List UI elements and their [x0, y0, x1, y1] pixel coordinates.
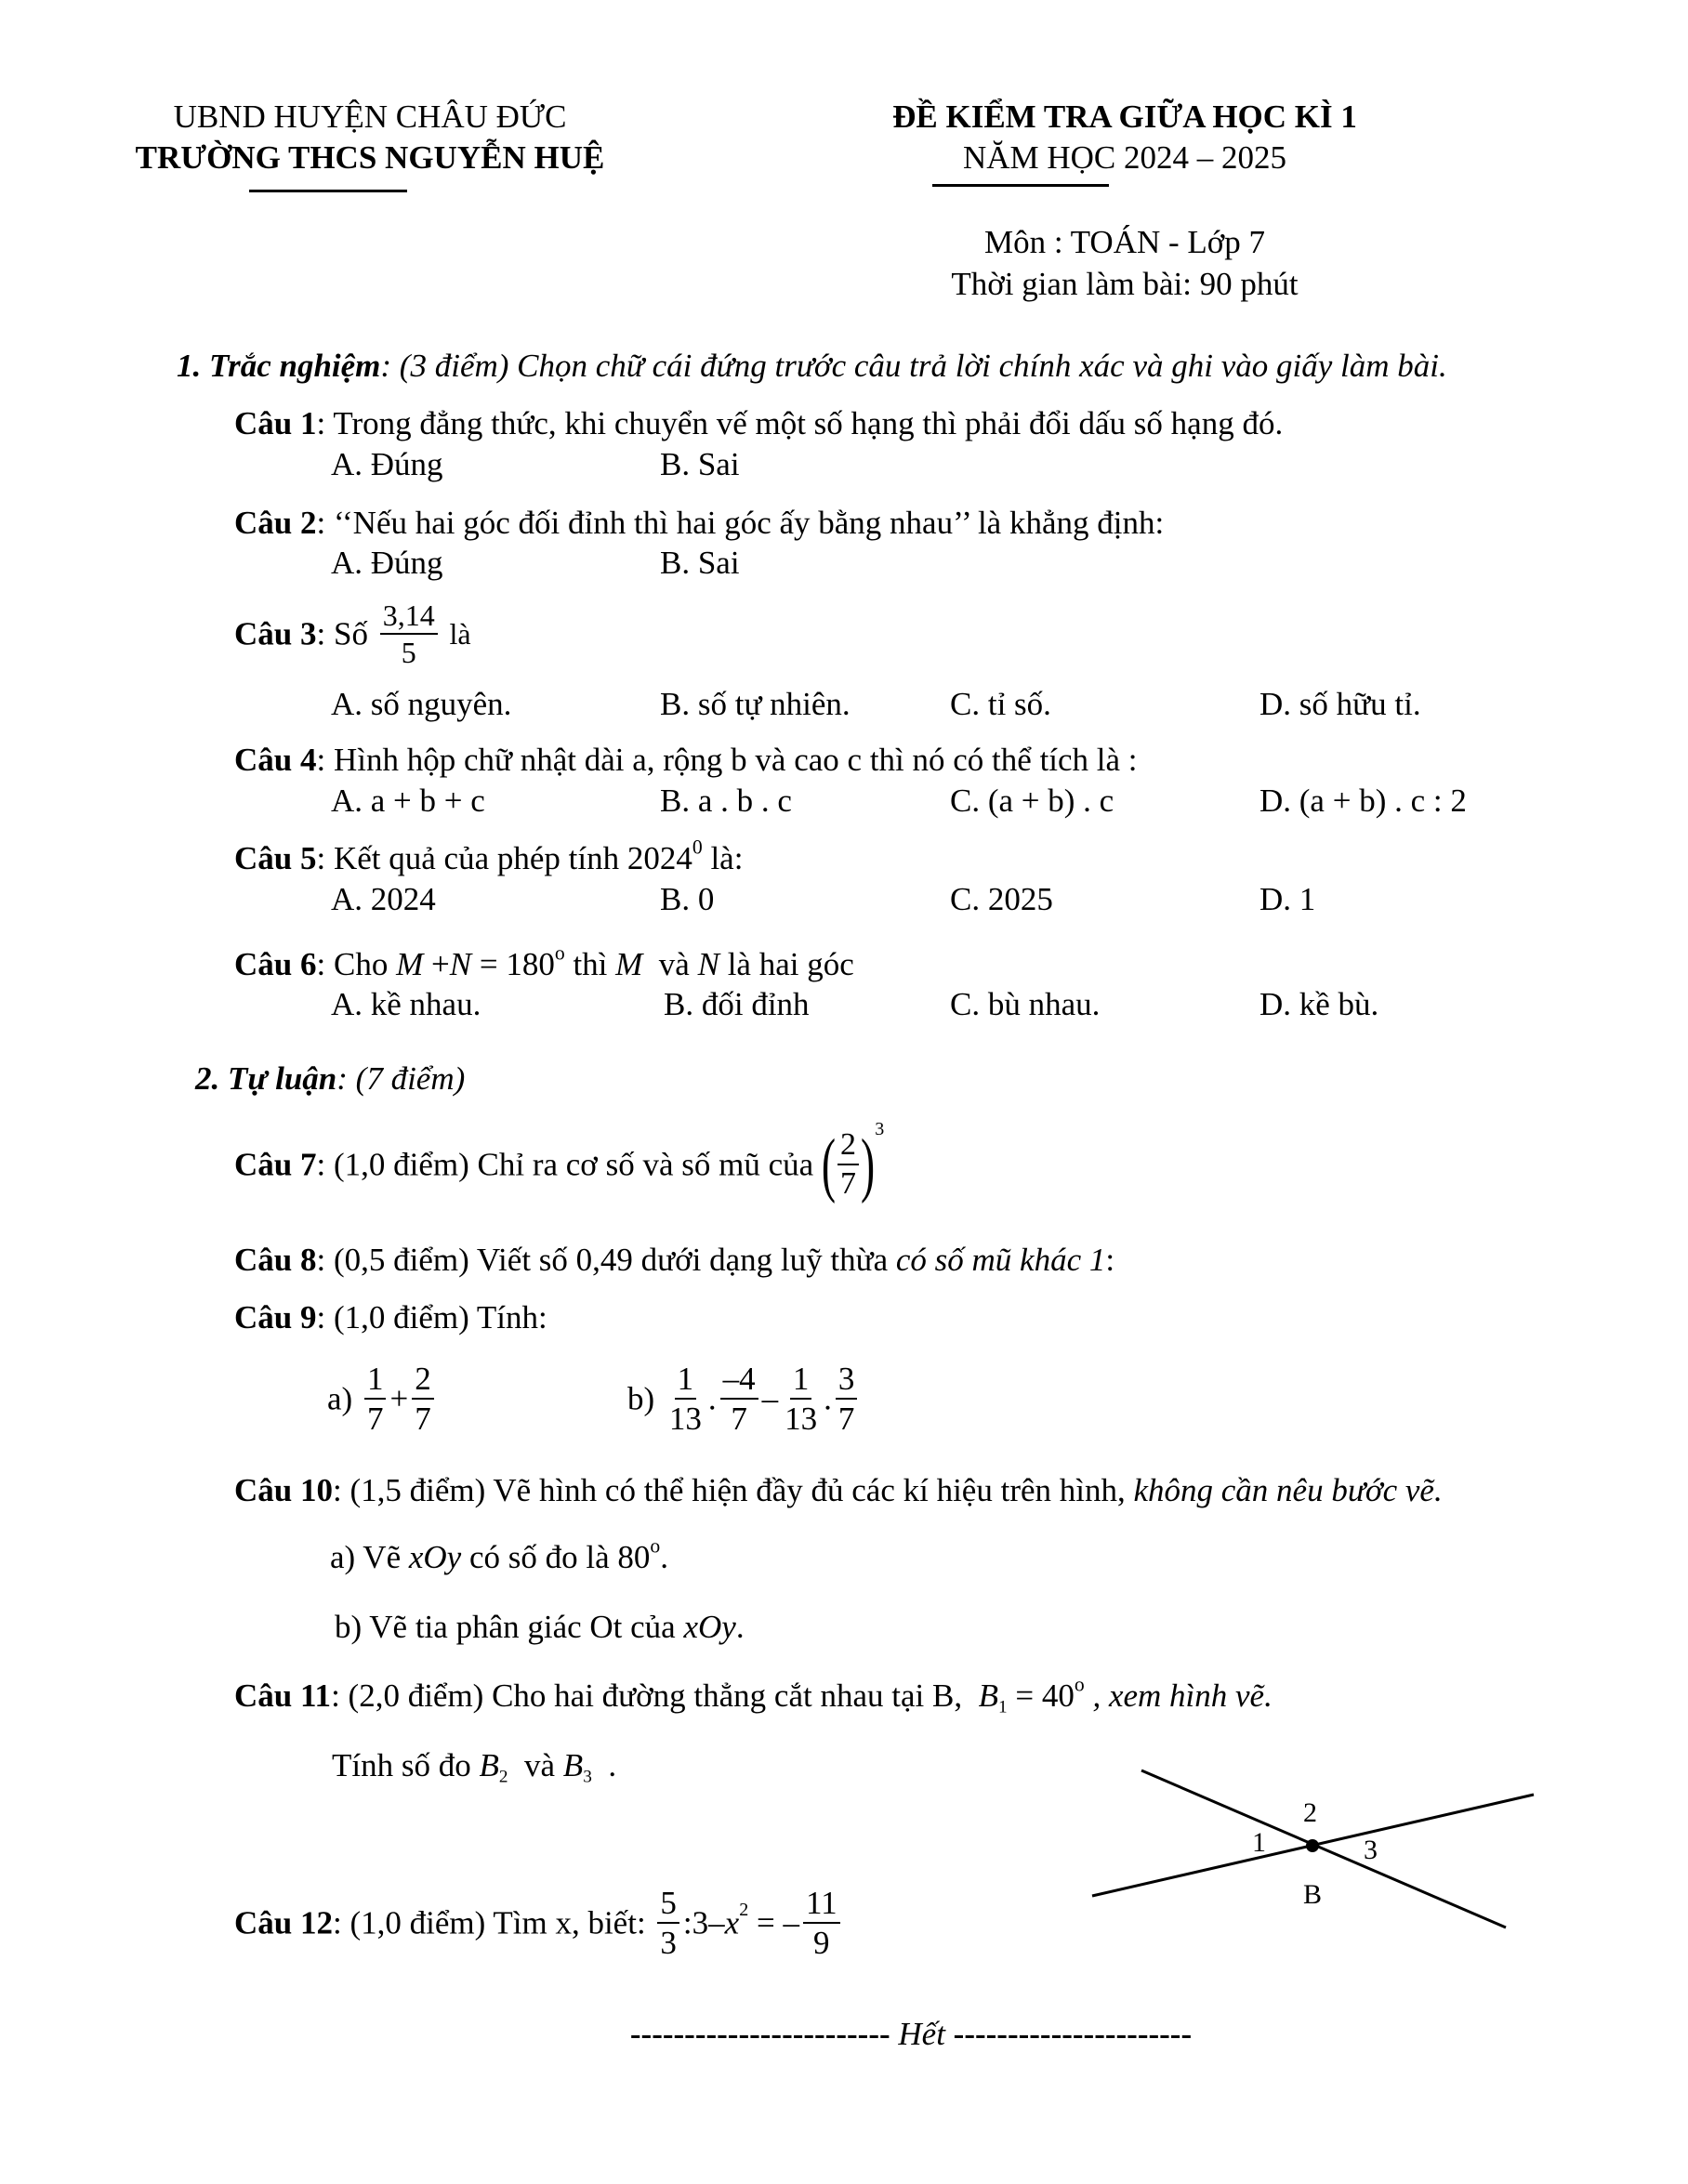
- fraction-denominator: 13: [785, 1401, 818, 1437]
- part-a-label: a): [327, 1380, 353, 1417]
- ask-text: Tính số đo: [332, 1747, 471, 1783]
- question-6-post: là hai góc: [727, 946, 854, 982]
- q5-option-c: C. 2025: [950, 881, 1053, 917]
- q4-option-a: A. a + b + c: [331, 783, 485, 819]
- question-12: [234, 1887, 844, 1959]
- dashes-left: ------------------------: [629, 2016, 890, 2052]
- subject: Môn : TOÁN - Lớp 7: [983, 224, 1266, 260]
- angle-xoy: xOy: [408, 1539, 462, 1575]
- q10-part-b: [335, 1611, 745, 1643]
- header-right-underline: [932, 184, 1109, 187]
- question-10-text: : (1,5 điểm) Vẽ hình có thể hiện đầy đủ các kí hiệu trên hình,: [333, 1472, 1134, 1508]
- part-a-post: có số đo là 80: [468, 1539, 651, 1575]
- fraction-numerator: 3,14: [380, 600, 438, 635]
- fraction-denominator: 7: [837, 1401, 855, 1437]
- fraction-1-over-13: [666, 1362, 705, 1435]
- question-10-italic: không cần nêu bước vẽ.: [1133, 1472, 1443, 1508]
- question-3: [234, 600, 471, 667]
- fraction-denominator: 7: [840, 1166, 857, 1201]
- question-6-and: và: [658, 946, 690, 982]
- q6-option-d: D. kề bù.: [1259, 986, 1379, 1022]
- fraction-denominator: 7: [415, 1401, 431, 1437]
- degree-sign: o: [650, 1534, 661, 1558]
- section-1-desc: : (3 điểm) Chọn chữ cái đứng trước câu trả lời chính xác và ghi vào giấy làm bài.: [380, 348, 1447, 384]
- plus-sign: +: [430, 946, 450, 982]
- question-1: [234, 407, 1283, 440]
- fraction-denominator: 9: [813, 1925, 830, 1961]
- point-label-b: B: [1303, 1879, 1323, 1910]
- question-10-label: Câu 10: [234, 1472, 333, 1508]
- and-text: và: [524, 1747, 556, 1783]
- section-2-heading: [195, 1062, 465, 1095]
- q3-option-d: D. số hữu tỉ.: [1259, 686, 1421, 722]
- fraction-1-over-7: [364, 1362, 387, 1435]
- question-11-text: : (2,0 điểm) Cho hai đường thẳng cắt nhau tại B,: [331, 1677, 963, 1714]
- angle-m-2: M: [615, 946, 643, 982]
- question-8-label: Câu 8: [234, 1242, 317, 1278]
- q3-option-c: C. tỉ số.: [950, 686, 1051, 722]
- school-name: TRƯỜNG THCS NGUYỄN HUỆ: [135, 139, 605, 176]
- period: .: [660, 1539, 668, 1575]
- fraction-2-over-7: [412, 1362, 434, 1435]
- fraction-numerator: 2: [412, 1362, 434, 1400]
- question-7: [234, 1119, 885, 1204]
- question-8-post: :: [1105, 1242, 1115, 1278]
- angle-label-1: 1: [1252, 1827, 1266, 1858]
- question-11: [234, 1673, 1273, 1717]
- fraction-numerator: 5: [657, 1887, 679, 1924]
- fraction-denominator: 7: [366, 1401, 384, 1437]
- q5-option-a: A. 2024: [331, 881, 436, 917]
- q2-option-b: B. Sai: [660, 545, 740, 581]
- angle-b2: B: [479, 1747, 499, 1783]
- divide-3-minus: :3–: [682, 1904, 725, 1941]
- question-7-text: : (1,0 điểm) Chỉ ra cơ số và số mũ của: [316, 1146, 814, 1183]
- question-3-pre: : Số: [316, 615, 368, 652]
- q9-part-b: [627, 1362, 861, 1435]
- dashes-right: ----------------------: [953, 2016, 1193, 2052]
- q1-option-a: A. Đúng: [331, 446, 443, 482]
- fraction-numerator: 1: [675, 1362, 697, 1400]
- section-1-title: 1. Trắc nghiệm: [177, 348, 381, 384]
- angle-b2-subscript: 2: [498, 1767, 508, 1787]
- fraction-numerator: 2: [837, 1129, 859, 1165]
- question-11-label: Câu 11: [234, 1677, 332, 1714]
- question-12-text: : (1,0 điểm) Tìm x, biết:: [333, 1904, 646, 1941]
- angle-b1: B: [978, 1677, 998, 1714]
- angle-m: M: [396, 946, 424, 982]
- part-a-text: a) Vẽ: [330, 1539, 402, 1575]
- x-exponent: 2: [739, 1900, 749, 1920]
- question-2-label: Câu 2: [234, 505, 317, 541]
- district-name: UBND HUYỆN CHÂU ĐỨC: [173, 99, 567, 135]
- angle-xoy-2: xOy: [683, 1609, 736, 1645]
- question-5-label: Câu 5: [234, 840, 317, 876]
- question-5-exponent: 0: [692, 835, 703, 859]
- q5-option-d: D. 1: [1259, 881, 1316, 917]
- fraction-numerator: 3: [836, 1362, 858, 1400]
- fraction-3-over-7: [836, 1362, 858, 1435]
- question-6: [234, 941, 854, 982]
- fraction-numerator: 1: [364, 1362, 387, 1400]
- left-paren: (: [821, 1124, 837, 1204]
- point-b: [1306, 1839, 1319, 1852]
- fraction-numerator: –4: [720, 1362, 758, 1400]
- question-1-label: Câu 1: [234, 405, 317, 441]
- question-8-italic: có số mũ khác 1: [895, 1242, 1106, 1278]
- fraction-numerator: 11: [803, 1887, 840, 1924]
- q4-option-c: C. (a + b) . c: [950, 783, 1114, 819]
- fraction-5-over-3: [657, 1887, 679, 1959]
- question-7-label: Câu 7: [234, 1146, 317, 1183]
- exam-title: ĐỀ KIỂM TRA GIỮA HỌC KÌ 1: [892, 99, 1357, 135]
- period: .: [735, 1609, 745, 1645]
- school-year: NĂM HỌC 2024 – 2025: [962, 139, 1287, 176]
- angle-b1-subscript: 1: [997, 1697, 1008, 1717]
- question-9-label: Câu 9: [234, 1299, 317, 1335]
- fraction-2-over-7: [837, 1129, 859, 1200]
- question-4-text: : Hình hộp chữ nhật dài a, rộng b và cao c thì nó có thể tích là :: [316, 742, 1138, 778]
- question-11-italic: , xem hình vẽ.: [1092, 1677, 1273, 1714]
- degree-sign: o: [554, 941, 565, 965]
- question-6-then: thì: [573, 946, 608, 982]
- fraction-numerator: 1: [790, 1362, 812, 1400]
- angle-b3: B: [562, 1747, 584, 1783]
- question-2-text: : ‘‘Nếu hai góc đối đỉnh thì hai góc ấy bằng nhau’’ là khẳng định:: [316, 505, 1165, 541]
- q6-option-c: C. bù nhau.: [950, 986, 1101, 1022]
- fraction-denominator: 7: [731, 1401, 747, 1437]
- question-3-label: Câu 3: [234, 615, 317, 652]
- angle-label-2: 2: [1303, 1797, 1317, 1828]
- question-6-pre: : Cho: [316, 946, 389, 982]
- line-1: [1141, 1770, 1506, 1927]
- q4-option-b: B. a . b . c: [660, 783, 792, 819]
- q2-option-a: A. Đúng: [331, 545, 443, 581]
- part-b-label: b): [627, 1380, 655, 1417]
- q10-part-a: [330, 1534, 668, 1575]
- power-exponent: 3: [875, 1119, 885, 1139]
- question-5: [234, 835, 744, 876]
- end-marker: [630, 2018, 1192, 2050]
- question-5-text: : Kết quả của phép tính 2024: [316, 840, 692, 876]
- question-4: [234, 743, 1138, 776]
- angle-n: N: [449, 946, 472, 982]
- question-4-label: Câu 4: [234, 742, 317, 778]
- minus-sign: –: [761, 1380, 779, 1417]
- duration: Thời gian làm bài: 90 phút: [951, 266, 1299, 302]
- q6-option-b: B. đối đỉnh: [664, 986, 810, 1022]
- section-2-desc: : (7 điểm): [336, 1060, 466, 1097]
- end-text: Hết: [898, 2016, 945, 2052]
- q1-option-b: B. Sai: [660, 446, 740, 482]
- q3-option-b: B. số tự nhiên.: [660, 686, 851, 722]
- q3-option-a: A. số nguyên.: [331, 686, 512, 722]
- q9-part-a: [327, 1362, 438, 1435]
- header-left-underline: [249, 190, 407, 192]
- angle-b1-value: = 40: [1015, 1677, 1075, 1714]
- question-9: [234, 1301, 547, 1334]
- question-5-post: là:: [702, 840, 744, 876]
- question-10: [234, 1474, 1443, 1506]
- question-6-label: Câu 6: [234, 946, 317, 982]
- question-8-text: : (0,5 điểm) Viết số 0,49 dưới dạng luỹ thừa: [316, 1242, 896, 1278]
- question-1-text: : Trong đẳng thức, khi chuyển vế một số hạng thì phải đổi dấu số hạng đó.: [316, 405, 1284, 441]
- question-8: [234, 1243, 1114, 1276]
- dot-operator: .: [707, 1380, 717, 1417]
- section-2-title: 2. Tự luận: [195, 1060, 337, 1097]
- fraction-denominator: 13: [668, 1401, 702, 1437]
- question-2: [234, 507, 1164, 539]
- part-b-text: b) Vẽ tia phân giác Ot của: [335, 1609, 676, 1645]
- variable-x: x: [724, 1904, 740, 1941]
- q4-option-d: D. (a + b) . c : 2: [1259, 783, 1467, 819]
- equals-minus: = –: [756, 1904, 799, 1941]
- plus-sign: +: [389, 1380, 409, 1417]
- right-paren: ): [861, 1124, 876, 1204]
- equals-180: = 180: [479, 946, 555, 982]
- angle-n-2: N: [697, 946, 719, 982]
- fraction-11-over-9: [803, 1887, 840, 1959]
- fraction-denominator: 3: [660, 1925, 677, 1961]
- q6-option-a: A. kề nhau.: [331, 986, 481, 1022]
- angle-b3-subscript: 3: [583, 1767, 592, 1787]
- fraction-minus-4-over-7: [720, 1362, 758, 1435]
- dot-operator: .: [824, 1380, 832, 1417]
- question-3-post: là: [449, 617, 471, 651]
- period: .: [608, 1747, 617, 1783]
- section-1-heading: [177, 349, 1447, 382]
- question-9-text: : (1,0 điểm) Tính:: [316, 1299, 547, 1335]
- degree-sign: o: [1074, 1673, 1085, 1696]
- intersecting-lines-figure: [1069, 1729, 1627, 1942]
- fraction-3-14-over-5: [380, 600, 438, 667]
- fraction-denominator: 5: [401, 636, 416, 669]
- q5-option-b: B. 0: [660, 881, 715, 917]
- fraction-1-over-13-b: [782, 1362, 820, 1435]
- angle-label-3: 3: [1364, 1835, 1378, 1865]
- q11-ask: [332, 1747, 617, 1787]
- question-12-label: Câu 12: [234, 1904, 333, 1941]
